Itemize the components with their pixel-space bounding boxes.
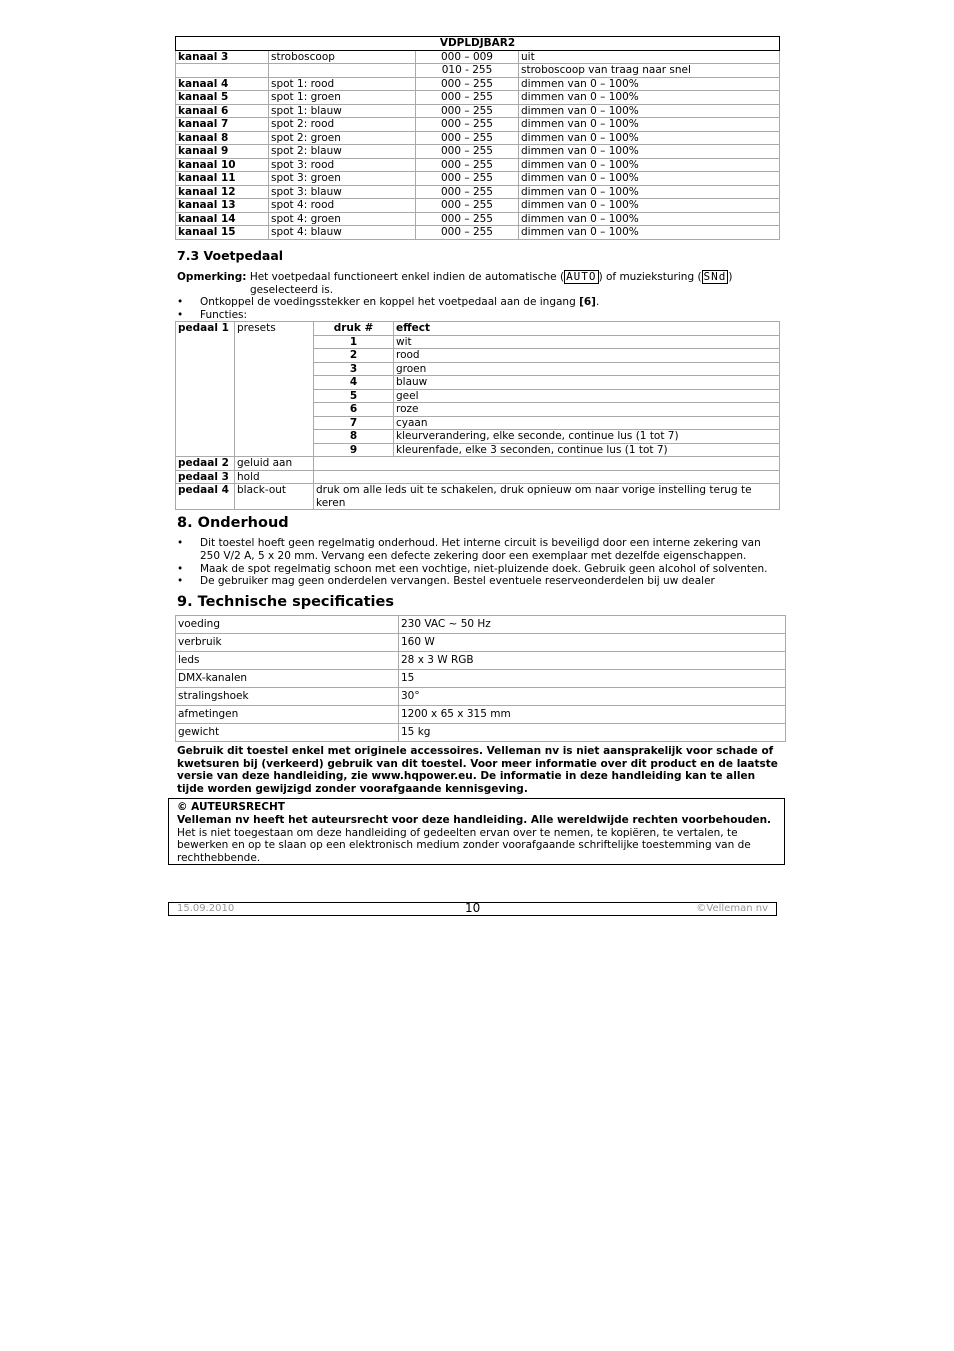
spec-value: 1200 x 65 x 315 mm (399, 706, 786, 724)
bullet-onderhoud-3 (177, 575, 715, 588)
page-footer (168, 902, 777, 916)
channel-label: kanaal 14 (176, 212, 269, 226)
table-row (176, 64, 780, 78)
spec-value: 230 VAC ~ 50 Hz (399, 616, 786, 634)
bullet-icon: • (177, 309, 184, 321)
channel-function: uit (519, 50, 780, 64)
channel-label: kanaal 13 (176, 199, 269, 213)
preset-effect: blauw (394, 376, 780, 390)
channel-name: stroboscoop (269, 50, 416, 64)
note-text-cont: geselecteerd is. (250, 284, 334, 296)
pedal-1-name: presets (235, 322, 314, 457)
channel-name: spot 4: rood (269, 199, 416, 213)
channel-label: kanaal 5 (176, 91, 269, 105)
pedal-description (314, 470, 780, 484)
table-row (176, 652, 786, 670)
pedal-description: druk om alle leds uit te schakelen, druk opnieuw om naar vorige instelling terug te keren (314, 484, 780, 510)
note-label: Opmerking: (177, 271, 247, 283)
bullet-icon: • (177, 296, 184, 308)
channel-name: spot 2: rood (269, 118, 416, 132)
bullet-text: Dit toestel hoeft geen regelmatig onderhoud. Het interne circuit is beveiligd door een interne zekering van (200, 537, 761, 549)
table-row (176, 172, 780, 186)
snd-display-icon: SNd (703, 270, 727, 283)
channel-name: spot 4: blauw (269, 226, 416, 240)
col-druk: druk # (314, 322, 394, 336)
channel-range: 000 – 255 (416, 199, 519, 213)
preset-number: 9 (314, 443, 394, 457)
channel-name: spot 3: groen (269, 172, 416, 186)
channel-function: dimmen van 0 – 100% (519, 185, 780, 199)
channel-range: 000 – 255 (416, 185, 519, 199)
preset-number: 1 (314, 335, 394, 349)
table-row (176, 484, 780, 510)
preset-number: 3 (314, 362, 394, 376)
table-row (176, 91, 780, 105)
table-row (176, 470, 780, 484)
copyright-line: rechthebbende. (177, 852, 261, 865)
channel-function: dimmen van 0 – 100% (519, 77, 780, 91)
channel-range: 000 – 255 (416, 172, 519, 186)
channel-range: 000 – 255 (416, 212, 519, 226)
table-row (176, 145, 780, 159)
channel-label: kanaal 4 (176, 77, 269, 91)
section-title-voetpedaal: 7.3 Voetpedaal (177, 248, 284, 263)
note-text-end: ) (728, 271, 733, 283)
channel-label: kanaal 12 (176, 185, 269, 199)
spec-label: leds (176, 652, 399, 670)
channel-label: kanaal 8 (176, 131, 269, 145)
table-row (176, 226, 780, 240)
channel-name: spot 3: blauw (269, 185, 416, 199)
channel-range: 000 – 255 (416, 226, 519, 240)
pedal-table (175, 321, 780, 510)
channel-name: spot 1: groen (269, 91, 416, 105)
copyright-title: © AUTEURSRECHT (177, 801, 285, 813)
section-title-onderhoud: 8. Onderhoud (177, 515, 289, 531)
channel-function: dimmen van 0 – 100% (519, 118, 780, 132)
pedal-label: pedaal 4 (176, 484, 235, 510)
pedal-1-label: pedaal 1 (176, 322, 235, 457)
channel-range: 000 – 255 (416, 104, 519, 118)
bullet-text-cont: 250 V/2 A, 5 x 20 mm. Vervang een defecte zekering door een exemplaar met dezelfde eigenschappen. (200, 550, 747, 562)
copyright-statement: Velleman nv heeft het auteursrecht voor deze handleiding. Alle wereldwijde rechten voorbehouden. (177, 813, 772, 826)
channel-name: spot 1: rood (269, 77, 416, 91)
spec-value: 30° (399, 688, 786, 706)
channel-range: 000 – 255 (416, 77, 519, 91)
disclaimer-line: versie van deze handleiding, zie www.hqpower.eu. De informatie in deze handleiding kan te allen (177, 770, 756, 782)
channel-function: stroboscoop van traag naar snel (519, 64, 780, 78)
pedal-name: black-out (235, 484, 314, 510)
preset-effect: rood (394, 349, 780, 363)
section-title-specificaties: 9. Technische specificaties (177, 594, 394, 610)
pedal-description (314, 457, 780, 471)
channel-range: 000 – 255 (416, 158, 519, 172)
bullet-text: De gebruiker mag geen onderdelen vervangen. Bestel eventuele reserveonderdelen bij uw dealer (200, 575, 715, 587)
channel-name: spot 2: groen (269, 131, 416, 145)
table-row (176, 118, 780, 132)
table-header-model: VDPLDJBAR2 (176, 37, 780, 51)
spec-value: 15 (399, 670, 786, 688)
preset-number: 2 (314, 349, 394, 363)
table-row (176, 457, 780, 471)
preset-number: 4 (314, 376, 394, 390)
note-paragraph (177, 270, 777, 297)
preset-effect: wit (394, 335, 780, 349)
channel-function: dimmen van 0 – 100% (519, 91, 780, 105)
table-row (176, 50, 780, 64)
col-effect: effect (394, 322, 780, 336)
footer-brand: ©Velleman nv (696, 903, 768, 914)
bullet-ontkoppel (177, 296, 600, 309)
table-row (176, 706, 786, 724)
table-row (176, 131, 780, 145)
pedal-label: pedaal 2 (176, 457, 235, 471)
preset-effect: groen (394, 362, 780, 376)
channel-function: dimmen van 0 – 100% (519, 226, 780, 240)
pedal-name: geluid aan (235, 457, 314, 471)
footer-date: 15.09.2010 (177, 903, 235, 914)
channel-label: kanaal 6 (176, 104, 269, 118)
channel-name: spot 2: blauw (269, 145, 416, 159)
table-row (176, 616, 786, 634)
preset-number: 7 (314, 416, 394, 430)
table-row (176, 670, 786, 688)
channel-name: spot 4: groen (269, 212, 416, 226)
channel-range: 000 – 255 (416, 91, 519, 105)
preset-effect: cyaan (394, 416, 780, 430)
channel-function: dimmen van 0 – 100% (519, 172, 780, 186)
channel-function: dimmen van 0 – 100% (519, 145, 780, 159)
spec-label: verbruik (176, 634, 399, 652)
table-row (176, 724, 786, 742)
preset-number: 6 (314, 403, 394, 417)
copyright-line: Het is niet toegestaan om deze handleiding of gedeelten ervan over te nemen, te kopiëren, te vertalen, te (177, 826, 738, 839)
channel-name: spot 3: rood (269, 158, 416, 172)
channel-range: 000 – 255 (416, 145, 519, 159)
bullet-onderhoud-1 (177, 537, 761, 563)
table-row (176, 158, 780, 172)
channel-range: 000 – 255 (416, 131, 519, 145)
channel-label: kanaal 9 (176, 145, 269, 159)
bullet-end: . (595, 296, 600, 308)
channel-label (176, 64, 269, 78)
auto-display-icon: AUTO (566, 270, 597, 283)
table-row (176, 199, 780, 213)
preset-effect: kleurverandering, elke seconde, continue lus (1 tot 7) (394, 430, 780, 444)
table-row (176, 185, 780, 199)
table-row (176, 104, 780, 118)
table-row (176, 688, 786, 706)
channel-label: kanaal 11 (176, 172, 269, 186)
channel-range: 000 – 255 (416, 118, 519, 132)
disclaimer-line: Gebruik dit toestel enkel met originele accessoires. Velleman nv is niet aansprakelijk voor schade of (177, 745, 774, 757)
page-number: 10 (465, 901, 481, 915)
channel-table (175, 36, 780, 240)
spec-table (175, 615, 786, 742)
channel-range: 000 – 009 (416, 50, 519, 64)
spec-label: DMX-kanalen (176, 670, 399, 688)
spec-value: 160 W (399, 634, 786, 652)
channel-range: 010 - 255 (416, 64, 519, 78)
note-text-mid: ) of muzieksturing ( (598, 271, 702, 283)
channel-label: kanaal 15 (176, 226, 269, 240)
preset-effect: geel (394, 389, 780, 403)
note-text: Het voetpedaal functioneert enkel indien de automatische ( (249, 271, 565, 283)
spec-value: 28 x 3 W RGB (399, 652, 786, 670)
bullet-ref: [6] (579, 296, 596, 308)
channel-function: dimmen van 0 – 100% (519, 212, 780, 226)
channel-label: kanaal 10 (176, 158, 269, 172)
table-row (176, 212, 780, 226)
disclaimer-line: tijde worden gewijzigd zonder voorafgaande kennisgeving. (177, 782, 528, 795)
channel-function: dimmen van 0 – 100% (519, 199, 780, 213)
channel-label: kanaal 3 (176, 50, 269, 64)
copyright-box (168, 798, 785, 865)
bullet-text: Functies: (200, 309, 248, 321)
pedal-name: hold (235, 470, 314, 484)
spec-value: 15 kg (399, 724, 786, 742)
preset-number: 5 (314, 389, 394, 403)
preset-number: 8 (314, 430, 394, 444)
channel-function: dimmen van 0 – 100% (519, 158, 780, 172)
bullet-icon: • (177, 563, 184, 575)
bullet-icon: • (177, 575, 184, 587)
table-row (176, 634, 786, 652)
channel-function: dimmen van 0 – 100% (519, 131, 780, 145)
bullet-text: Ontkoppel de voedingsstekker en koppel het voetpedaal aan de ingang (200, 296, 580, 308)
channel-name: spot 1: blauw (269, 104, 416, 118)
preset-effect: roze (394, 403, 780, 417)
copyright-line: bewerken en op te slaan op een elektronisch medium zonder voorafgaande schriftelijke toestemming van de (177, 839, 751, 852)
pedal-label: pedaal 3 (176, 470, 235, 484)
spec-label: gewicht (176, 724, 399, 742)
channel-function: dimmen van 0 – 100% (519, 104, 780, 118)
preset-effect: kleurenfade, elke 3 seconden, continue lus (1 tot 7) (394, 443, 780, 457)
disclaimer-line: kwetsuren bij (verkeerd) gebruik van dit toestel. Voor meer informatie over dit product en de laatste (177, 757, 778, 770)
bullet-text: Maak de spot regelmatig schoon met een vochtige, niet-pluizende doek. Gebruik geen alcohol of solventen. (200, 563, 768, 575)
channel-name (269, 64, 416, 78)
spec-label: stralingshoek (176, 688, 399, 706)
spec-label: afmetingen (176, 706, 399, 724)
bullet-icon: • (177, 537, 184, 549)
table-row (176, 77, 780, 91)
disclaimer (177, 745, 782, 795)
channel-label: kanaal 7 (176, 118, 269, 132)
spec-label: voeding (176, 616, 399, 634)
